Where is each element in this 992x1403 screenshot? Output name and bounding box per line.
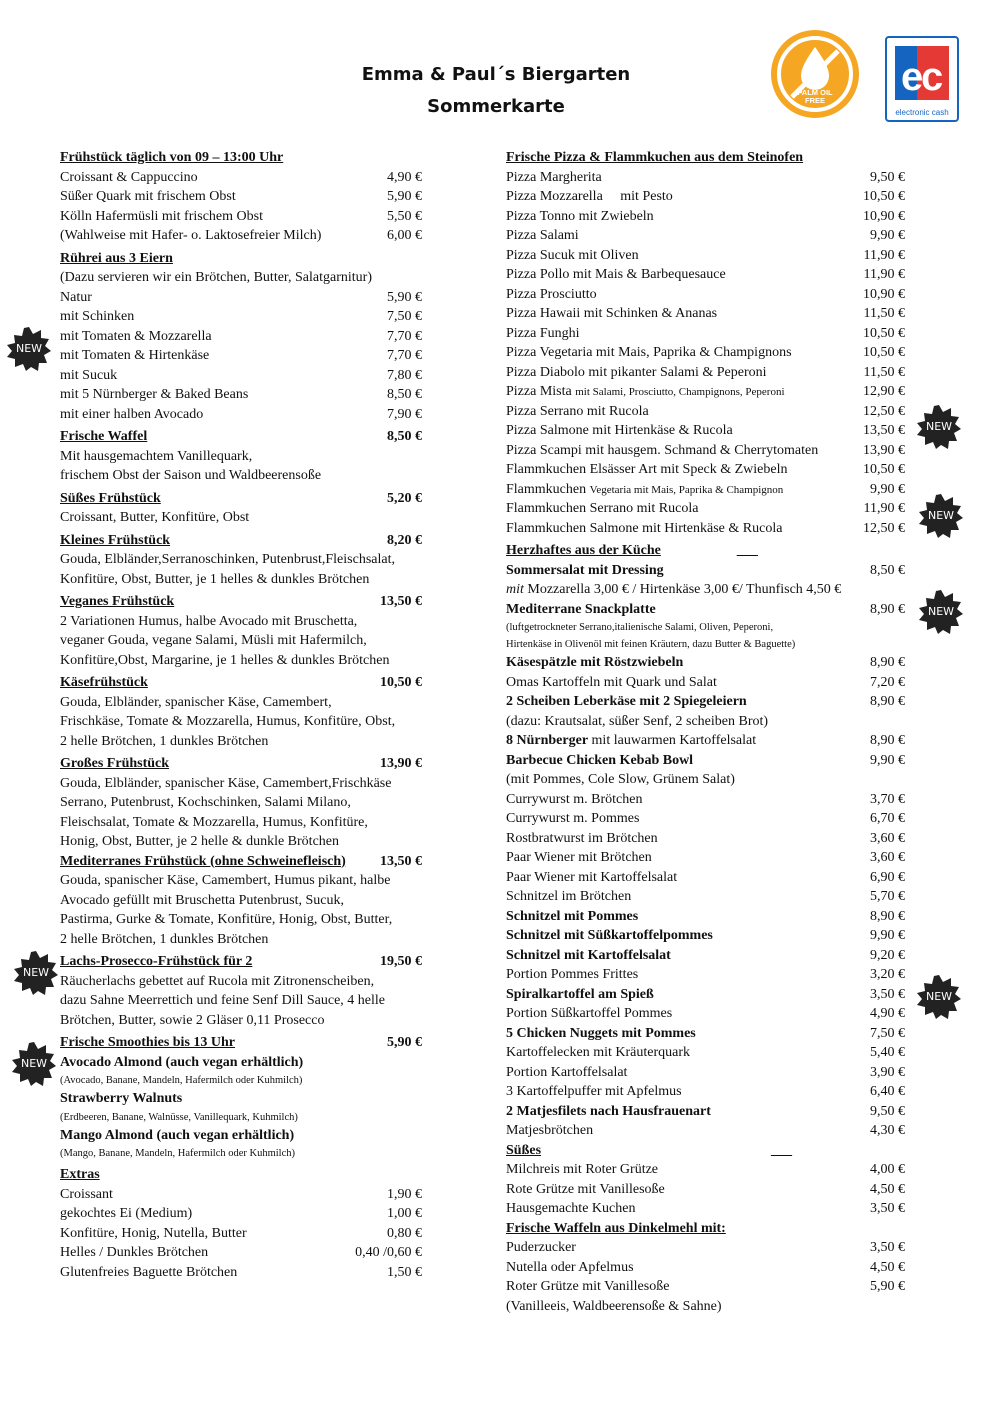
description-line: Hirtenkäse in Olivenöl mit feinen Kräutern, dazu Butter & Baguette) [506, 639, 796, 650]
page-subtitle: Sommerkarte [427, 96, 565, 117]
menu-item: Rote Grütze mit Vanillesoße 4,50 € [506, 1181, 905, 1197]
description-line: Brötchen, Butter, sowie 2 Gläser 0,11 Prosecco [60, 1012, 325, 1028]
new-badge [12, 1042, 56, 1086]
section-title: Lachs-Prosecco-Frühstück für 2 19,50 € [60, 954, 422, 969]
menu-item: mit Tomaten & Mozzarella 7,70 € [60, 328, 422, 344]
menu-item: Nutella oder Apfelmus 4,50 € [506, 1259, 905, 1275]
section-title: Frühstück täglich von 09 – 13:00 Uhr [60, 150, 284, 165]
menu-item: Pizza Pollo mit Mais & Barbequesauce 11,90 € [506, 267, 905, 282]
description-line: Gouda, spanischer Käse, Camembert, Humus pikant, halbe [60, 873, 391, 888]
menu-item: Pizza Mista mit Salami, Prosciutto, Champignons, Peperoni 12,90 € [506, 384, 905, 399]
menu-item: Pizza Diabolo mit pikanter Salami & Peperoni 11,50 € [506, 364, 905, 380]
menu-item: mit 5 Nürnberger & Baked Beans 8,50 € [60, 387, 422, 402]
section-title: Herzhaftes aus der Küche ___ [506, 543, 758, 558]
description-line: Serrano, Putenbrust, Kochschinken, Salami Milano, [60, 795, 351, 810]
new-badge-text: NEW [927, 509, 955, 522]
description-line: Räucherlachs gebettet auf Rucola mit Zitronenscheiben, [60, 973, 375, 989]
menu-item: Croissant & Cappuccino 4,90 € [60, 169, 422, 185]
smoothie-desc: (Avocado, Banane, Mandeln, Hafermilch oder Kuhmilch) [60, 1075, 303, 1086]
description-line: Avocado gefüllt mit Bruschetta Putenbrust, Sucuk, [60, 892, 344, 908]
new-badge-text: NEW [22, 966, 50, 979]
menu-item: Spiralkartoffel am Spieß 3,50 € [506, 986, 905, 1002]
menu-item: mit Sucuk 7,80 € [60, 367, 422, 383]
smoothie-name: Avocado Almond (auch vegan erhältlich) [60, 1054, 304, 1070]
menu-item: Natur 5,90 € [60, 289, 422, 305]
section-title: Veganes Frühstück 13,50 € [60, 594, 422, 609]
new-badge [919, 494, 963, 538]
menu-item: mit Tomaten & Hirtenkäse 7,70 € [60, 348, 422, 363]
smoothie-desc: (Mango, Banane, Mandeln, Hafermilch oder Kuhmilch) [60, 1148, 296, 1159]
section-title: Großes Frühstück 13,90 € [60, 756, 422, 771]
electronic-cash-logo [885, 36, 959, 122]
description-line: (luftgetrockneter Serrano,italienische Salami, Oliven, Peperoni, [506, 622, 774, 633]
section-title: Extras [60, 1167, 100, 1182]
menu-item: Pizza Vegetaria mit Mais, Paprika & Champignons 10,50 € [506, 345, 905, 360]
description-line: 2 helle Brötchen, 1 dunkles Brötchen [60, 931, 269, 947]
menu-item: Croissant 1,90 € [60, 1186, 422, 1202]
menu-item: Pizza Tonno mit Zwiebeln 10,90 € [506, 208, 905, 224]
description-line: 2 Variationen Humus, halbe Avocado mit Bruschetta, [60, 613, 358, 629]
section-title: Mediterranes Frühstück (ohne Schweinefleisch) 13,50 € [60, 853, 422, 869]
menu-item: Pizza Salmone mit Hirtenkäse & Rucola 13,50 € [506, 423, 905, 438]
menu-item: Sommersalat mit Dressing 8,50 € [506, 562, 905, 578]
description-line: frischem Obst der Saison und Waldbeerensoße [60, 468, 322, 483]
section-title: Süßes ___ [506, 1142, 793, 1158]
menu-item: Hausgemachte Kuchen 3,50 € [506, 1201, 905, 1216]
menu-item: Mediterrane Snackplatte 8,90 € [506, 601, 905, 617]
menu-item: 3 Kartoffelpuffer mit Apfelmus 6,40 € [506, 1084, 905, 1099]
description-line: veganer Gouda, vegane Salami, Müsli mit Hafermilch, [60, 633, 367, 648]
menu-item: Flammkuchen Elsässer Art mit Speck & Zwiebeln 10,50 € [506, 462, 905, 477]
new-badge [917, 405, 961, 449]
description-line: (Vanilleeis, Waldbeerensoße & Sahne) [506, 1298, 722, 1314]
svg-text:c: c [921, 55, 944, 99]
section-title: Frische Smoothies bis 13 Uhr 5,90 € [60, 1035, 422, 1050]
menu-item: Pizza Scampi mit hausgem. Schmand & Cherrytomaten 13,90 € [506, 442, 905, 458]
left-column [60, 148, 422, 1282]
menu-item: Pizza Salami 9,90 € [506, 228, 905, 243]
new-badge-text: NEW [927, 605, 955, 618]
menu-item: 2 Matjesfilets nach Hausfrauenart 9,50 € [506, 1103, 905, 1119]
section-title: Frische Waffeln aus Dinkelmehl mit: [506, 1220, 726, 1236]
menu-item: Glutenfreies Baguette Brötchen 1,50 € [60, 1264, 422, 1280]
section-title: Frische Waffel 8,50 € [60, 429, 422, 444]
ec-label: electronic cash [895, 108, 949, 117]
menu-item: Rostbratwurst im Brötchen 3,60 € [506, 830, 905, 846]
palm-oil-free-logo [770, 29, 860, 119]
menu-item: Paar Wiener mit Kartoffelsalat 6,90 € [506, 869, 905, 885]
menu-item: mit einer halben Avocado 7,90 € [60, 406, 422, 422]
menu-item: Schnitzel mit Pommes 8,90 € [506, 908, 905, 924]
description-line: Frischkäse, Tomate & Mozzarella, Humus, Konfitüre, Obst, [60, 714, 396, 729]
menu-item: Pizza Sucuk mit Oliven 11,90 € [506, 247, 905, 263]
section-title: Kleines Frühstück 8,20 € [60, 532, 422, 548]
section-title: Käsefrühstück 10,50 € [60, 675, 422, 690]
menu-item: Pizza Serrano mit Rucola 12,50 € [506, 403, 905, 419]
description-line: Gouda, Elbländer,Serranoschinken, Putenbrust,Fleischsalat, [60, 552, 395, 567]
svg-text:e: e [901, 55, 924, 99]
page-title: Emma & Paul´s Biergarten [361, 64, 631, 85]
new-badge-text: NEW [925, 420, 953, 433]
menu-item: Barbecue Chicken Kebab Bowl 9,90 € [506, 752, 905, 768]
section-title: Süßes Frühstück 5,20 € [60, 490, 422, 506]
menu-item: Flammkuchen Serrano mit Rucola 11,90 € [506, 501, 905, 516]
description-line: Gouda, Elbländer, spanischer Käse, Camembert,Frischkäse [60, 775, 392, 791]
smoothie-name: Strawberry Walnuts [60, 1091, 183, 1106]
description-line: Mit hausgemachtem Vanillequark, [60, 448, 253, 464]
smoothie-name: Mango Almond (auch vegan erhältlich) [60, 1127, 295, 1143]
menu-item: Konfitüre, Honig, Nutella, Butter 0,80 € [60, 1225, 422, 1241]
menu-item: Currywurst m. Pommes 6,70 € [506, 811, 905, 826]
description-line: Honig, Obst, Butter, je 2 helle & dunkle Brötchen [60, 834, 340, 849]
palm-oil-text: PALM OIL [797, 88, 833, 97]
new-badge [917, 975, 961, 1019]
section-title: Frische Pizza & Flammkuchen aus dem Steinofen [506, 150, 804, 165]
description-line: dazu Sahne Meerrettich und feine Senf Dill Sauce, 4 helle [60, 993, 385, 1008]
menu-item: Pizza Funghi 10,50 € [506, 325, 905, 341]
menu-item: Portion Süßkartoffel Pommes 4,90 € [506, 1006, 905, 1021]
menu-item: (Wahlweise mit Hafer- o. Laktosefreier Milch) 6,00 € [60, 228, 422, 243]
menu-item: Süßer Quark mit frischem Obst 5,90 € [60, 189, 422, 204]
new-badge-text: NEW [20, 1057, 48, 1070]
section-note: (Dazu servieren wir ein Brötchen, Butter, Salatgarnitur) [60, 270, 372, 285]
description-line: Pastirma, Gurke & Tomate, Konfitüre, Honig, Obst, Butter, [60, 912, 393, 927]
menu-item: Pizza Prosciutto 10,90 € [506, 286, 905, 302]
menu-item: Pizza Mozzarella mit Pesto 10,50 € [506, 189, 905, 204]
description-line: Konfitüre,Obst, Margarine, je 1 helles & dunkles Brötchen [60, 652, 390, 668]
new-badge [7, 327, 51, 371]
menu-item: Kartoffelecken mit Kräuterquark 5,40 € [506, 1045, 905, 1060]
menu-item: Schnitzel mit Süßkartoffelpommes 9,90 € [506, 928, 905, 943]
menu-item: Flammkuchen Salmone mit Hirtenkäse & Rucola 12,50 € [506, 520, 905, 536]
menu-item: Kölln Hafermüsli mit frischem Obst 5,50 € [60, 208, 422, 224]
menu-item: Omas Kartoffeln mit Quark und Salat 7,20 € [506, 674, 905, 690]
smoothie-desc: (Erdbeeren, Banane, Walnüsse, Vanillequark, Kuhmilch) [60, 1111, 298, 1123]
menu-item: Milchreis mit Roter Grütze 4,00 € [506, 1162, 905, 1177]
description-line: Gouda, Elbländer, spanischer Käse, Camembert, [60, 694, 332, 710]
menu-item: Pizza Hawaii mit Schinken & Ananas 11,50 € [506, 306, 905, 321]
menu-item: Paar Wiener mit Brötchen 3,60 € [506, 850, 905, 865]
section-title: Rührei aus 3 Eiern [60, 250, 173, 266]
description-line: (dazu: Krautsalat, süßer Senf, 2 scheiben Brot) [506, 713, 769, 729]
new-badge [919, 590, 963, 634]
description-line: (mit Pommes, Cole Slow, Grünem Salat) [506, 772, 735, 787]
description-line: Konfitüre, Obst, Butter, je 1 helles & dunkles Brötchen [60, 571, 370, 587]
new-badge [14, 951, 58, 995]
menu-item: Helles / Dunkles Brötchen 0,40 /0,60 € [60, 1245, 422, 1260]
new-badge-text: NEW [15, 342, 43, 355]
description-line: Fleischsalat, Tomate & Mozzarella, Humus, Konfitüre, [60, 814, 368, 830]
right-column [506, 148, 905, 1316]
menu-item: gekochtes Ei (Medium) 1,00 € [60, 1206, 422, 1221]
palm-oil-free-text: FREE [804, 96, 825, 105]
menu-item: 8 Nürnberger mit lauwarmen Kartoffelsalat 8,90 € [506, 733, 905, 748]
menu-item: Flammkuchen Vegetaria mit Mais, Paprika & Champignon 9,90 € [506, 481, 905, 497]
menu-item: Puderzucker 3,50 € [506, 1240, 905, 1255]
menu-item-note: mit Mozzarella 3,00 € / Hirtenkäse 3,00 €/ Thunfisch 4,50 € [506, 582, 842, 597]
menu-item: 5 Chicken Nuggets mit Pommes 7,50 € [506, 1025, 905, 1041]
menu-item: Käsespätzle mit Röstzwiebeln 8,90 € [506, 655, 905, 670]
menu-item: Pizza Margherita 9,50 € [506, 169, 905, 185]
menu-item: Currywurst m. Brötchen 3,70 € [506, 791, 905, 807]
menu-item: Portion Pommes Frittes 3,20 € [506, 967, 905, 982]
description-line: 2 helle Brötchen, 1 dunkles Brötchen [60, 733, 269, 749]
menu-item: Portion Kartoffelsalat 3,90 € [506, 1064, 905, 1080]
menu-item: Schnitzel im Brötchen 5,70 € [506, 889, 905, 904]
menu-item: mit Schinken 7,50 € [60, 309, 422, 324]
description-line: Croissant, Butter, Konfitüre, Obst [60, 510, 250, 525]
menu-item: 2 Scheiben Leberkäse mit 2 Spiegeleiern 8,90 € [506, 694, 905, 709]
new-badge-text: NEW [925, 990, 953, 1003]
menu-item: Schnitzel mit Kartoffelsalat 9,20 € [506, 947, 905, 963]
menu-item: Matjesbrötchen 4,30 € [506, 1123, 905, 1138]
menu-item: Roter Grütze mit Vanillesoße 5,90 € [506, 1279, 905, 1294]
